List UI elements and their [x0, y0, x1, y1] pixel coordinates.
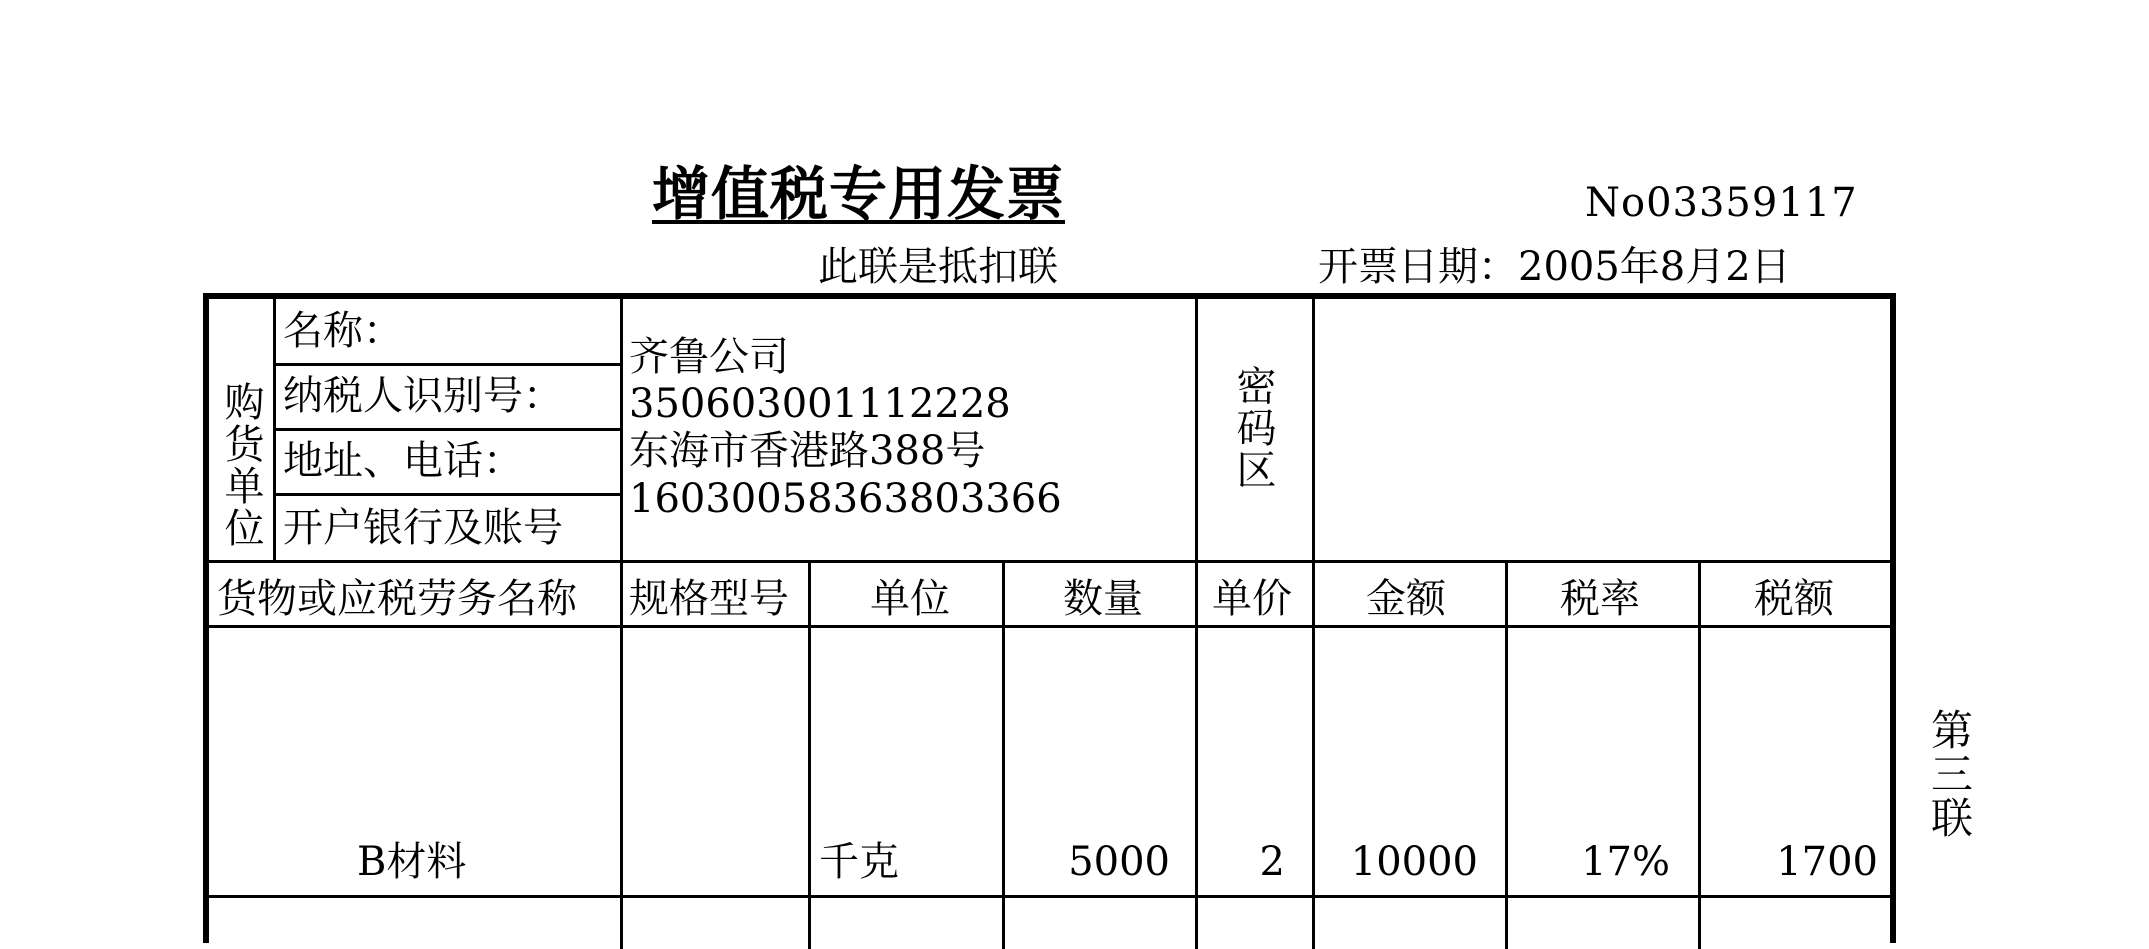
header-amount: 金额	[1366, 576, 1446, 622]
divider	[273, 493, 620, 496]
header-item-name: 货物或应税劳务名称	[217, 576, 577, 622]
header-quantity: 数量	[1063, 576, 1143, 622]
buyer-bank-value: 16030058363803366	[629, 476, 1062, 522]
buyer-address-value: 东海市香港路388号	[629, 428, 986, 474]
buyer-bank-label: 开户银行及账号	[283, 505, 563, 551]
divider	[1312, 299, 1315, 949]
divider	[808, 563, 811, 949]
item-unit-price: 2	[1259, 839, 1285, 885]
header-spec: 规格型号	[629, 576, 789, 622]
divider	[620, 299, 623, 949]
item-quantity: 5000	[1068, 839, 1170, 885]
copy-label: 此联是抵扣联	[818, 244, 1058, 290]
invoice-title: 增值税专用发票	[652, 160, 1066, 228]
divider	[209, 895, 1896, 898]
divider	[1195, 299, 1198, 949]
header-unit-price: 单价	[1212, 576, 1292, 622]
header-unit: 单位	[870, 576, 950, 622]
header-tax-amount: 税额	[1754, 576, 1834, 622]
copy-side-label: 第三联	[1925, 708, 1974, 840]
item-amount: 10000	[1350, 839, 1478, 885]
divider	[1002, 563, 1005, 949]
divider	[273, 363, 620, 366]
divider	[1698, 563, 1701, 949]
buyer-section-label: 购货单位	[218, 381, 264, 549]
buyer-taxid-label: 纳税人识别号：	[283, 373, 563, 419]
item-name: B材料	[357, 839, 467, 885]
item-tax-rate: 17%	[1581, 839, 1670, 885]
item-unit: 千克	[819, 839, 899, 885]
invoice-number: No03359117	[1585, 180, 1858, 226]
divider	[273, 428, 620, 431]
divider	[209, 560, 1896, 563]
buyer-name-value: 齐鲁公司	[629, 334, 789, 380]
header-tax-rate: 税率	[1560, 576, 1640, 622]
buyer-name-label: 名称：	[283, 308, 403, 354]
invoice-table	[203, 293, 1896, 943]
buyer-taxid-value: 350603001112228	[629, 381, 1011, 427]
issue-date: 开票日期：2005年8月2日	[1318, 244, 1791, 290]
password-zone-label: 密码区	[1230, 365, 1276, 491]
item-tax-amount: 1700	[1776, 839, 1878, 885]
divider	[209, 625, 1896, 628]
divider	[273, 299, 276, 563]
buyer-address-label: 地址、电话：	[283, 438, 523, 484]
divider	[1505, 563, 1508, 949]
